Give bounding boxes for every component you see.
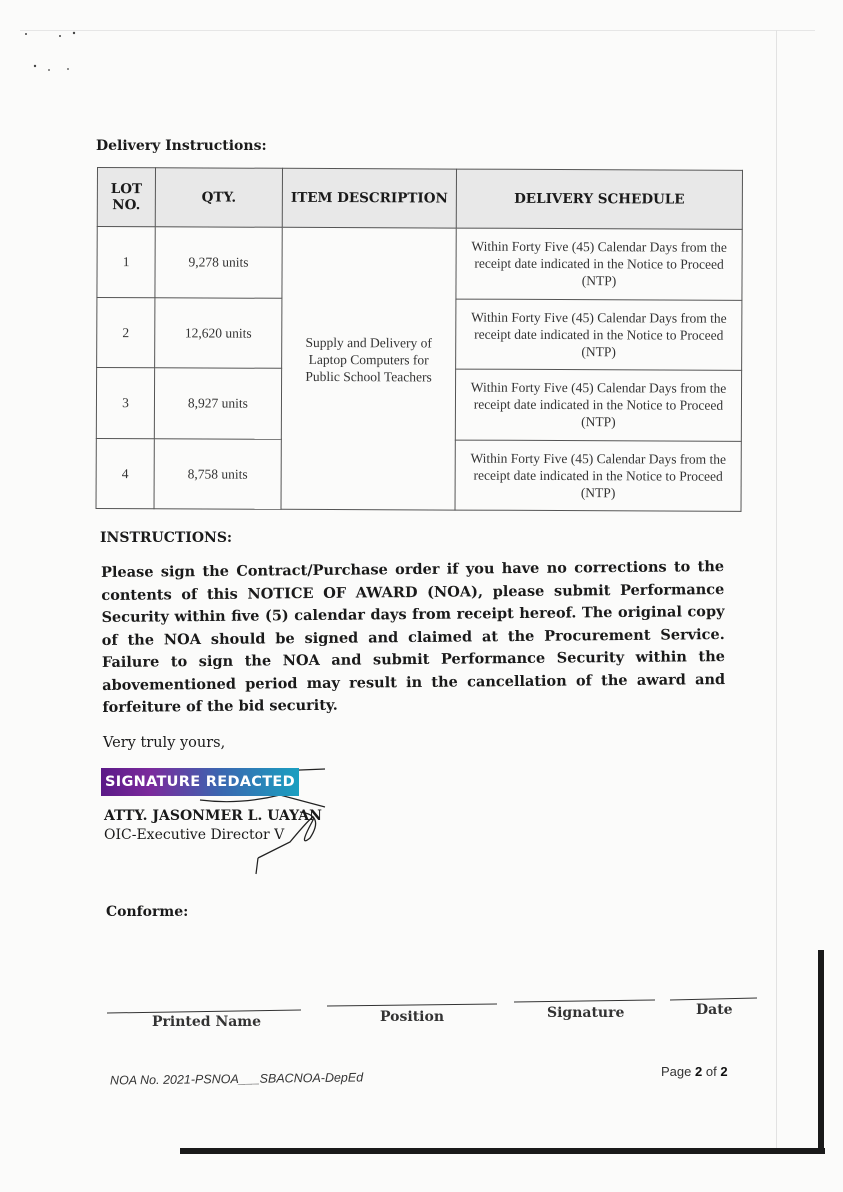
qty-cell: 12,620 units [155, 297, 282, 368]
instructions-body: Please sign the Contract/Purchase order if you have no corrections to the contents of this NOTICE OF AWARD (NOA), please submit Performance Security within five (5) calendar days from receipt hereof. The original copy of the NOA should be signed and claimed at the Procurement Service. Failure to sign the NOA and submit Performance Security within the abovementioned period may result in the cancellation of the award and forfeiture of the bid security. [101, 558, 726, 716]
lot-cell: 4 [96, 438, 154, 509]
schedule-cell: Within Forty Five (45) Calendar Days from the receipt date indicated in the Notice to Proceed (NTP) [456, 299, 742, 371]
qty-cell: 9,278 units [155, 227, 282, 298]
lot-cell: 2 [97, 297, 155, 368]
scan-shadow-right [818, 950, 824, 1150]
schedule-cell: Within Forty Five (45) Calendar Days from the receipt date indicated in the Notice to Proceed (NTP) [456, 228, 742, 300]
table-header-row [97, 168, 742, 230]
header-delivery-schedule: DELIVERY SCHEDULE [456, 169, 742, 229]
page-number [661, 1064, 728, 1079]
header-item-description: ITEM DESCRIPTION [282, 168, 456, 228]
signature-label: Signature [547, 1005, 625, 1021]
page-prefix: Page [661, 1064, 692, 1079]
printed-name-label: Printed Name [152, 1014, 262, 1030]
scan-specks [18, 28, 88, 78]
closing-salutation: Very truly yours, [103, 735, 226, 751]
item-description-cell: Supply and Delivery of Laptop Computers for Public School Teachers [281, 227, 456, 510]
schedule-cell: Within Forty Five (45) Calendar Days from the receipt date indicated in the Notice to Proceed (NTP) [455, 440, 741, 512]
signatory-title: OIC-Executive Director V [104, 827, 285, 843]
delivery-instructions-heading: Delivery Instructions: [96, 138, 267, 154]
instructions-heading: INSTRUCTIONS: [100, 530, 233, 546]
qty-cell: 8,927 units [154, 368, 281, 439]
schedule-cell: Within Forty Five (45) Calendar Days from the receipt date indicated in the Notice to Proceed (NTP) [455, 369, 741, 441]
page-current: 2 [695, 1064, 703, 1079]
lot-cell: 1 [97, 227, 155, 298]
noa-number: NOA No. 2021-PSNOA___SBACNOA-DepEd [109, 1070, 364, 1088]
lot-cell: 3 [96, 368, 154, 439]
qty-cell: 8,758 units [154, 438, 281, 509]
scan-edge-top [20, 30, 815, 31]
scan-shadow-bottom [180, 1148, 825, 1154]
position-label: Position [380, 1009, 444, 1025]
header-qty: QTY. [155, 168, 282, 228]
signatory-name: ATTY. JASONMER L. UAYAN [104, 808, 322, 824]
page-total: 2 [720, 1064, 728, 1079]
delivery-schedule-table [96, 167, 743, 512]
signature-redacted-block: SIGNATURE REDACTED [101, 768, 299, 796]
header-lot-no: LOT NO. [97, 168, 155, 227]
date-label: Date [696, 1002, 733, 1018]
table-row [97, 227, 742, 300]
conforme-heading: Conforme: [106, 904, 189, 920]
scan-edge-right [776, 30, 777, 1150]
page-of: of [705, 1064, 717, 1079]
